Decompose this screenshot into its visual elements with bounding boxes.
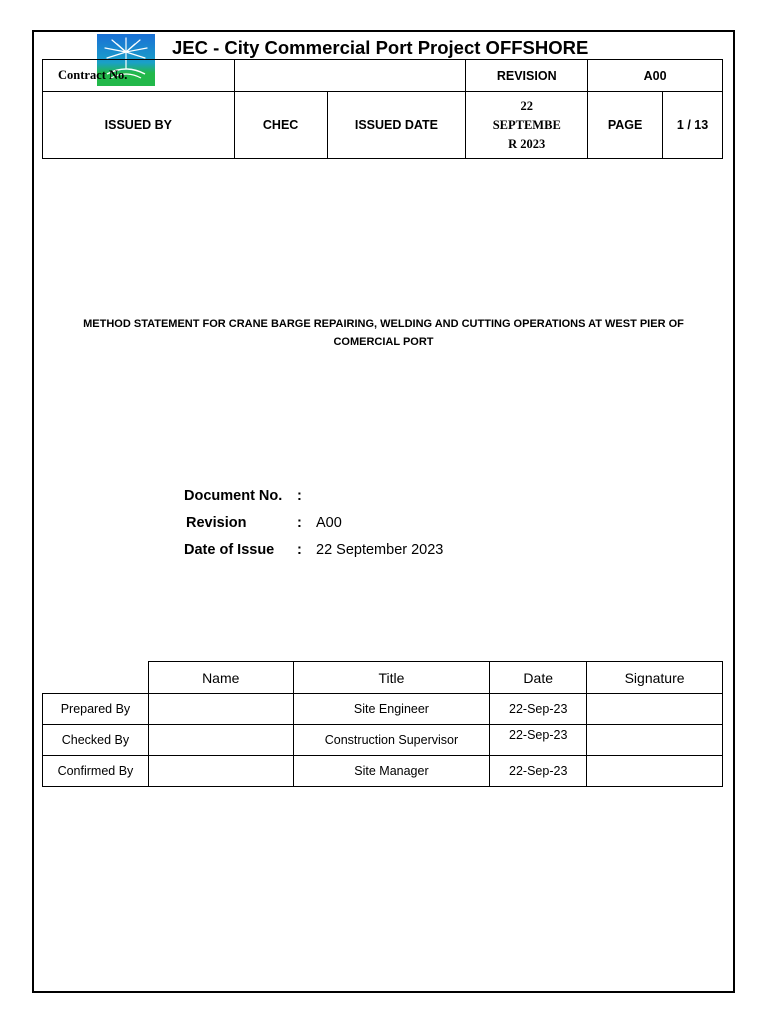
- col-header-date: Date: [490, 662, 587, 694]
- issued-by-label: ISSUED BY: [43, 92, 235, 159]
- project-title: JEC - City Commercial Port Project OFFSHORE: [172, 37, 589, 58]
- contract-value: [234, 60, 466, 92]
- issued-by-value: CHEC: [234, 92, 327, 159]
- table-row: [43, 694, 723, 725]
- row-role: Checked By: [43, 725, 149, 756]
- approval-header-row: [43, 662, 723, 694]
- method-statement-subject: [52, 315, 715, 351]
- row-role: Prepared By: [43, 694, 149, 725]
- subject-line-2: COMERCIAL PORT: [333, 336, 434, 348]
- revision-info-value: A00: [316, 515, 342, 531]
- col-header-name: Name: [148, 662, 293, 694]
- col-header-signature: Signature: [587, 662, 723, 694]
- revision-info-separator: :: [297, 515, 302, 531]
- col-header-title: Title: [293, 662, 490, 694]
- revision-value: A00: [588, 60, 723, 92]
- subject-line-1: METHOD STATEMENT FOR CRANE BARGE REPAIRING, WELDING AND CUTTING OPERATIONS AT WEST PIER OF: [83, 318, 684, 330]
- document-no-separator: :: [297, 488, 302, 504]
- page-label: PAGE: [588, 92, 663, 159]
- row-signature: [587, 694, 723, 725]
- header-table: [42, 59, 723, 159]
- row-name: [148, 694, 293, 725]
- revision-info-label: Revision: [186, 515, 247, 531]
- header-row-issue: [43, 92, 723, 159]
- date-of-issue-value: 22 September 2023: [316, 542, 444, 558]
- row-title: Site Manager: [293, 756, 490, 787]
- row-name: [148, 756, 293, 787]
- issued-date-label: ISSUED DATE: [327, 92, 466, 159]
- row-signature: [587, 756, 723, 787]
- issued-date-line1: 22: [520, 98, 533, 113]
- approval-corner: [43, 662, 149, 694]
- date-of-issue-label: Date of Issue: [184, 542, 275, 558]
- issued-date-line2: SEPTEMBE: [492, 117, 561, 132]
- row-title: Construction Supervisor: [293, 725, 490, 756]
- row-signature: [587, 725, 723, 756]
- page-frame: [32, 30, 735, 993]
- row-role: Confirmed By: [43, 756, 149, 787]
- revision-label: REVISION: [466, 60, 588, 92]
- document-no-label: Document No.: [184, 488, 283, 504]
- row-name: [148, 725, 293, 756]
- row-date: 22-Sep-23: [490, 725, 587, 756]
- row-title: Site Engineer: [293, 694, 490, 725]
- table-row: [43, 756, 723, 787]
- issued-date-line3: R 2023: [508, 136, 546, 151]
- page-value: 1 / 13: [663, 92, 723, 159]
- row-date: 22-Sep-23: [490, 756, 587, 787]
- approval-table: [42, 661, 723, 787]
- issued-date-value: [466, 92, 588, 159]
- date-of-issue-separator: :: [297, 542, 302, 558]
- header-row-contract: [43, 60, 723, 92]
- table-row: [43, 725, 723, 756]
- contract-label: Contract No.: [43, 60, 235, 92]
- row-date: 22-Sep-23: [490, 694, 587, 725]
